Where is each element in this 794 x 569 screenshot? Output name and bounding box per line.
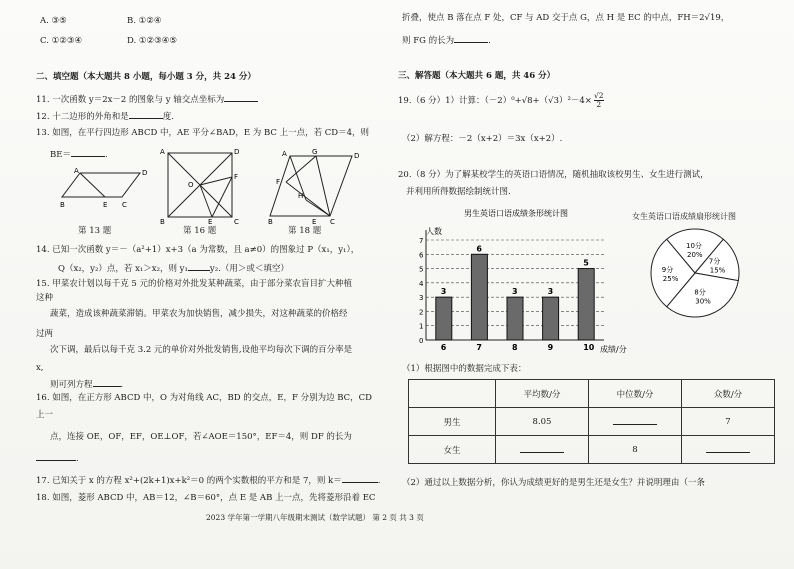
table-row [409, 436, 775, 464]
table-cell: 女生 [409, 436, 496, 464]
bar [543, 297, 559, 340]
option-d: D. ①②③④⑤ [127, 36, 178, 46]
fig16-label: C [234, 218, 239, 225]
page-footer: 2023 学年第一学期八年级期末测试（数学试题） 第 2 页 共 3 页 [206, 513, 424, 522]
pie-slice-pct: 30% [695, 297, 711, 306]
caption-13: 第 13 题 [78, 226, 112, 236]
fig16-label: A [160, 148, 165, 156]
option-a: A. ③⑤ [40, 16, 67, 26]
q15-line7: 则可列方程 . [50, 380, 124, 390]
q20-line1: 20.（8 分）为了解某校学生的英语口语情况，随机抽取该校男生、女生进行测试， [398, 170, 709, 180]
bar-y-tick: 4 [419, 279, 424, 288]
fig18-label: E [312, 218, 317, 226]
bar-y-tick: 5 [419, 265, 424, 274]
table-cell: 7 [682, 408, 775, 436]
boys-bar-chart [412, 204, 630, 354]
fig18-label: A [282, 150, 287, 158]
q14-line1: 14. 已知一次函数 y＝－（a²+1）x+3（a 为常数，且 a≠0）的图象过 P（x₁，y₁）， [36, 245, 360, 255]
table-row [409, 408, 775, 436]
section2-title: 二、填空题（本大题共 8 小题，每小题 3 分，共 24 分） [36, 72, 256, 82]
q16-line2: 上一 [36, 410, 54, 420]
q11: 11. 一次函数 y＝2x－2 的图象与 y 轴交点坐标为 [36, 93, 258, 106]
bar-category-label: 6 [440, 343, 447, 352]
q15-line2: 这种 [36, 293, 54, 303]
fig16-label: E [208, 218, 213, 225]
bar-y-tick: 1 [419, 322, 424, 331]
figure-13 [60, 165, 155, 210]
pie-slice-label: 8分 [694, 288, 706, 297]
q18-line3: 则 FG 的长为 . [402, 36, 491, 46]
bar-y-tick: 6 [419, 251, 424, 260]
bar [578, 269, 594, 340]
pie-slice-label: 9分 [661, 266, 674, 274]
q15-line6: x, [36, 363, 44, 373]
bar [507, 297, 523, 340]
bar-y-tick: 2 [419, 308, 424, 317]
pie-slice-label: 10分 [686, 241, 702, 250]
girls-pie-chart [648, 226, 742, 320]
q16-line3: 点，连接 OE，OF，EF，OE⊥OF，若∠AOE＝150°，EF＝4，则 DF 的长为 [50, 432, 352, 442]
option-b: B. ①②④ [127, 16, 162, 26]
q15-line3: 蔬菜，造成该种蔬菜滞销。甲菜农为加快销售，减少损失，对这种蔬菜的价格经 [50, 309, 348, 319]
figure-16 [160, 147, 242, 225]
table-row [409, 380, 775, 408]
caption-16: 第 16 题 [183, 226, 217, 236]
q19-line2: （2）解方程：－2（x+2）＝3x（x+2）. [402, 134, 563, 144]
bar-chart-title: 男生英语口语成绩条形统计图 [464, 209, 568, 218]
fig16-label: D [234, 148, 240, 156]
bar-y-tick: 7 [419, 237, 424, 245]
bar [471, 254, 487, 340]
fig13-label: D [142, 169, 148, 177]
bar-value-label: 3 [440, 287, 447, 297]
q20-part1: （1）根据图中的数据完成下表： [402, 364, 527, 374]
table-header-cell [409, 380, 496, 408]
q16-line1: 16. 如图，在正方形 ABCD 中，O 为对角线 AC，BD 的交点，E，F 分别为边 BC，CD [36, 393, 372, 403]
option-c: C. ①②③④ [40, 36, 83, 46]
bar-value-label: 3 [512, 287, 518, 297]
fig13-label: E [103, 201, 108, 209]
table-cell: 男生 [409, 408, 496, 436]
q18-line1: 18. 如图，菱形 ABCD 中，AB＝12，∠B＝60°，点 E 是 AB 上一点，先将菱形沿着 EC [36, 493, 376, 503]
table-header-cell: 中位数/分 [589, 380, 682, 408]
q19-line1: 19.（6 分）1）计算：（－2）⁰+√8+（√3）²－4× $\frac{√2}{2}$ [398, 91, 604, 109]
pie-slice-pct: 15% [709, 266, 726, 275]
bar [436, 297, 452, 340]
q17: 17. 已知关于 x 的方程 x²+(2k+1)x+k²＝0 的两个实数根的平方和是 7，则 k＝ . [36, 476, 381, 486]
table-header-cell: 众数/分 [682, 380, 775, 408]
q20-part2: （2）通过以上数据分析，你认为成绩更好的是男生还是女生？并说明理由（一条 [402, 478, 705, 488]
q15-line1: 15. 甲菜农计划以每千克 5 元的价格对外批发某种蔬菜，由于部分菜农盲目扩大种植 [36, 279, 353, 289]
fig16-label: O [188, 181, 194, 189]
bar-y-tick: 3 [419, 294, 424, 303]
fig16-label: F [234, 173, 239, 181]
fig18-label: F [276, 178, 281, 186]
figure-18 [268, 146, 360, 226]
bar-chart-ylabel: 人数 [426, 227, 442, 236]
caption-18: 第 18 题 [288, 226, 322, 236]
q20-line2: 并利用所得数据绘制统计图. [406, 187, 511, 197]
table-cell-blank [496, 436, 589, 464]
section3-title: 三、解答题（本大题共 6 题，共 46 分） [398, 71, 556, 81]
q13-line2: BE＝ . [50, 150, 108, 160]
bar-category-label: 10 [583, 343, 595, 352]
q18-line2: 折叠，使点 B 落在点 F 处，CF 与 AD 交于点 G，点 H 是 EC 的中点，FH＝2√19， [402, 13, 730, 23]
q12: 12. 十二边形的外角和是 度. [36, 112, 174, 122]
stats-table [408, 379, 775, 464]
table-cell-blank [682, 436, 775, 464]
bar-value-label: 6 [476, 244, 482, 254]
bar-value-label: 5 [583, 258, 589, 268]
pie-slice-label: 7分 [708, 257, 721, 266]
fig13-label: C [122, 201, 127, 209]
q16-blank: . [36, 452, 79, 465]
bar-category-label: 7 [476, 343, 482, 352]
fig13-label: A [74, 167, 79, 175]
q13-line1: 13. 如图，在平行四边形 ABCD 中，AE 平分∠BAD，E 为 BC 上一点，若 CD＝4，则 [36, 128, 370, 138]
fig18-label: D [354, 152, 360, 160]
bar-chart-xlabel: 成绩/分 [600, 345, 627, 354]
q15-line4: 过两 [36, 329, 54, 339]
table-cell-blank [589, 408, 682, 436]
pie-chart-title: 女生英语口语成绩扇形统计图 [632, 212, 736, 221]
table-header-cell: 平均数/分 [496, 380, 589, 408]
fig18-label: G [312, 148, 318, 156]
fig18-label: B [268, 218, 273, 226]
bar-category-label: 9 [547, 343, 554, 352]
pie-slice-pct: 20% [687, 250, 703, 259]
q15-line5: 次下调，最后以每千克 3.2 元的单价对外批发销售,设他平均每次下调的百分率是 [50, 345, 353, 355]
bar-category-label: 8 [512, 343, 518, 352]
q14-line2: Q（x₂，y₂）点，若 x₁＞x₂，则 y₁ y₂.（用＞或＜填空） [58, 264, 289, 274]
table-cell: 8.05 [496, 408, 589, 436]
pie-slice-pct: 25% [662, 275, 679, 283]
bar-y-tick: 0 [419, 337, 424, 345]
fig16-label: B [160, 218, 165, 225]
bar-value-label: 3 [547, 287, 554, 297]
fig18-label: C [330, 218, 335, 226]
fig13-label: B [60, 201, 65, 209]
fig18-label: H [298, 192, 304, 200]
table-cell: 8 [589, 436, 682, 464]
